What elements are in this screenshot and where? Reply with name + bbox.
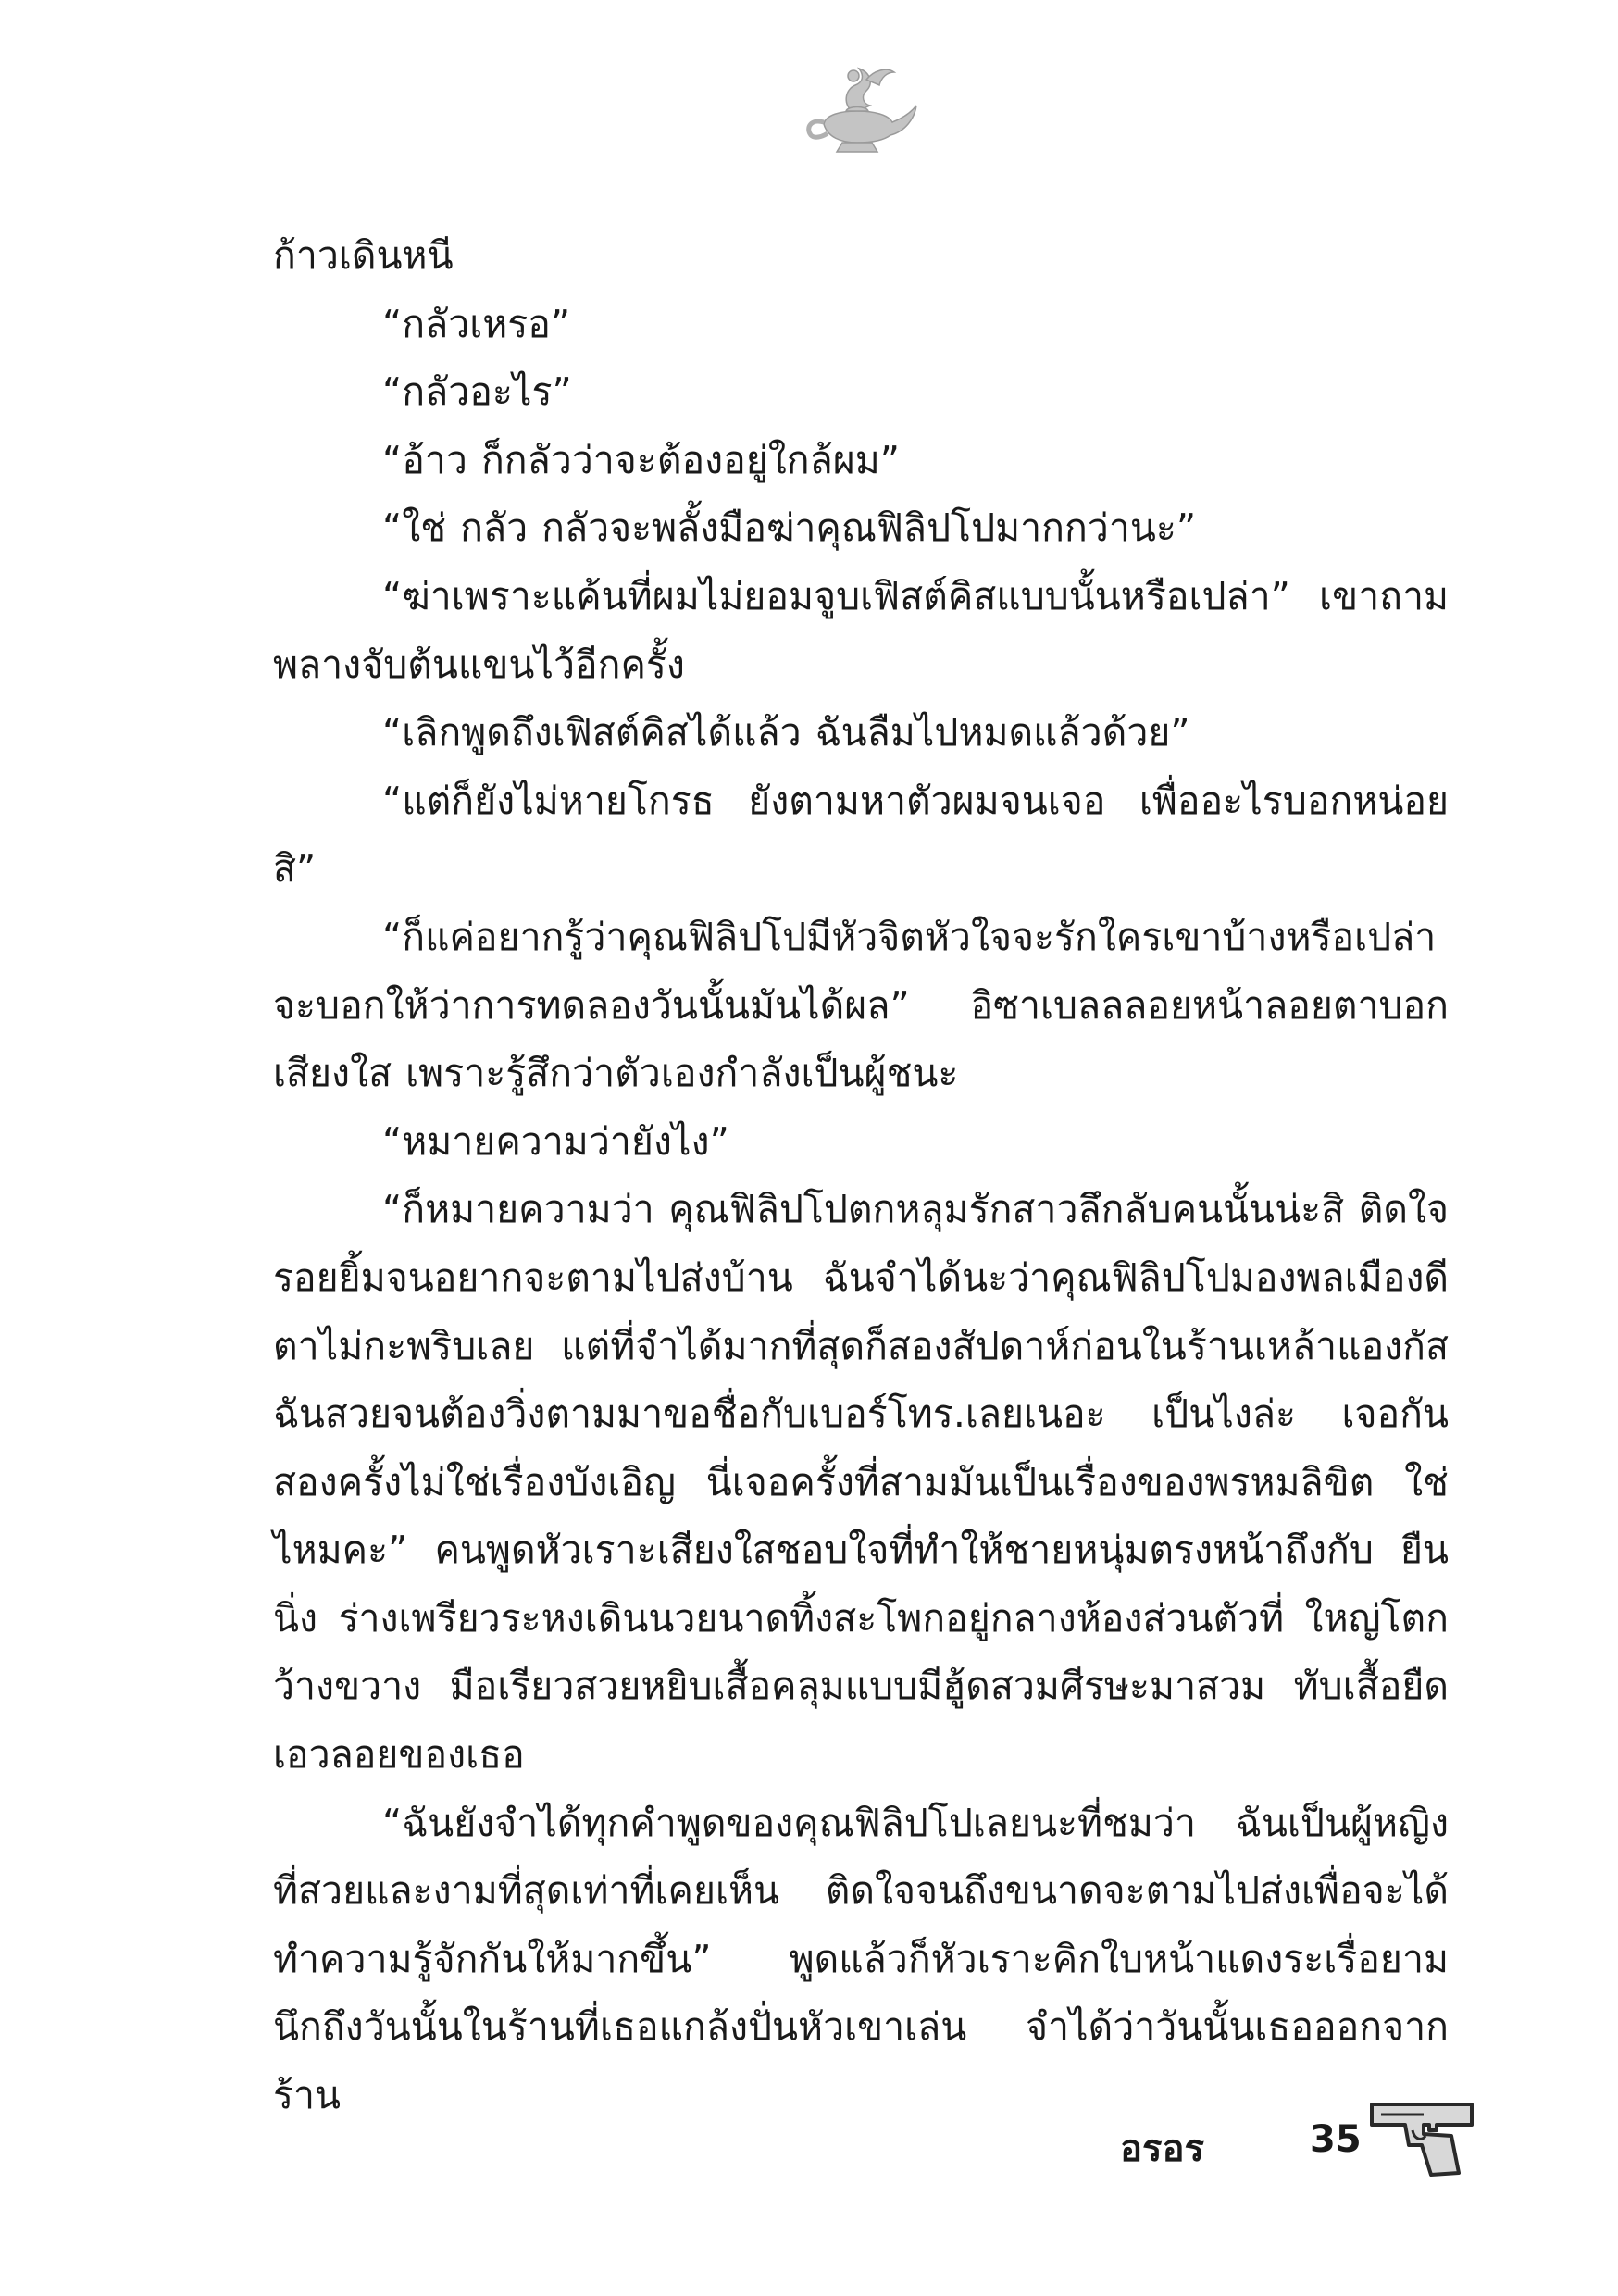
paragraph-6: “ฆ่าเพราะแค้นที่ผมไม่ยอมจูบเฟิสต์คิสแบบนั้นหรือเปล่า” เขาถาม พลางจับต้นแขนไว้อีกครั้ง [273, 573, 1449, 687]
page-footer [1120, 2088, 1490, 2190]
paragraph-1: ก้าวเดินหนี [273, 233, 454, 278]
paragraph-5: “ใช่ กลัว กลัวจะพลั้งมือฆ่าคุณฟิลิปโปมากกว่านะ” [382, 505, 1197, 551]
page-number: 35 [1310, 2118, 1362, 2161]
paragraph-4: “อ้าว ก็กลัวว่าจะต้องอยู่ใกล้ผม” [382, 437, 901, 482]
paragraph-8: “แต่ก็ยังไม่หายโกรธ ยังตามหาตัวผมจนเจอ เพื่ออะไรบอกหน่อยสิ” [273, 778, 1449, 892]
pistol-icon [1368, 2099, 1479, 2178]
paragraph-2: “กลัวเหรอ” [382, 301, 571, 346]
body-text [273, 222, 1449, 2130]
paragraph-7: “เลิกพูดถึงเฟิสต์คิสได้แล้ว ฉันลืมไปหมดแล้วด้วย” [382, 710, 1190, 755]
paragraph-12: “ฉันยังจำได้ทุกคำพูดของคุณฟิลิปโปเลยนะที่ชมว่า ฉันเป็นผู้หญิง ที่สวยและงามที่สุดเท่าที่เคยเห็น ติดใจจนถึงขนาดจะตามไปส่งเพื่อจะได้ ทำความรู้จักกันให้มากขึ้น” พูดแล้วก็หัวเราะคิกใบหน้าแดงระเรื่อยาม นึกถึงวันนั้นในร้านที่เธอแกล้งปั่นหัวเขาเล่น จำได้ว่าวันนั้นเธอออกจากร้าน [273, 1800, 1449, 2118]
paragraph-11: “ก็หมายความว่า คุณฟิลิปโปตกหลุมรักสาวลึกลับคนนั้นน่ะสิ ติดใจ รอยยิ้มจนอยากจะตามไปส่งบ้าน ฉันจำได้นะว่าคุณฟิลิปโปมองพลเมืองดี ตาไม่กะพริบเลย แต่ที่จำได้มากที่สุดก็สองสัปดาห์ก่อนในร้านเหล้าแองกัส ฉันสวยจนต้องวิ่งตามมาขอชื่อกับเบอร์โทร.เลยเนอะ เป็นไงล่ะ เจอกัน สองครั้งไม่ใช่เรื่องบังเอิญ นี่เจอครั้งที่สามมันเป็นเรื่องของพรหมลิขิต ใช่ไหมคะ” คนพูดหัวเราะเสียงใสชอบใจที่ทำให้ชายหนุ่มตรงหน้าถึงกับ ยืนนิ่ง ร่างเพรียวระหงเดินนวยนาดทิ้งสะโพกอยู่กลางห้องส่วนตัวที่ ใหญ่โตกว้างขวาง มือเรียวสวยหยิบเสื้อคลุมแบบมีฮู้ดสวมศีรษะมาสวม ทับเสื้อยืดเอวลอยของเธอ [273, 1187, 1449, 1778]
paragraph-10: “หมายความว่ายังไง” [382, 1118, 729, 1164]
book-title: อรอร [1120, 2128, 1205, 2170]
paragraph-9: “ก็แค่อยากรู้ว่าคุณฟิลิปโปมีหัวจิตหัวใจจะรักใครเขาบ้างหรือเปล่า จะบอกให้ว่าการทดลองวันนั้นมันได้ผล” อิซาเบลลลอยหน้าลอยตาบอก เสียงใส เพราะรู้สึกว่าตัวเองกำลังเป็นผู้ชนะ [273, 914, 1449, 1096]
paragraph-3: “กลัวอะไร” [382, 369, 572, 415]
genie-lamp-icon [798, 57, 918, 161]
